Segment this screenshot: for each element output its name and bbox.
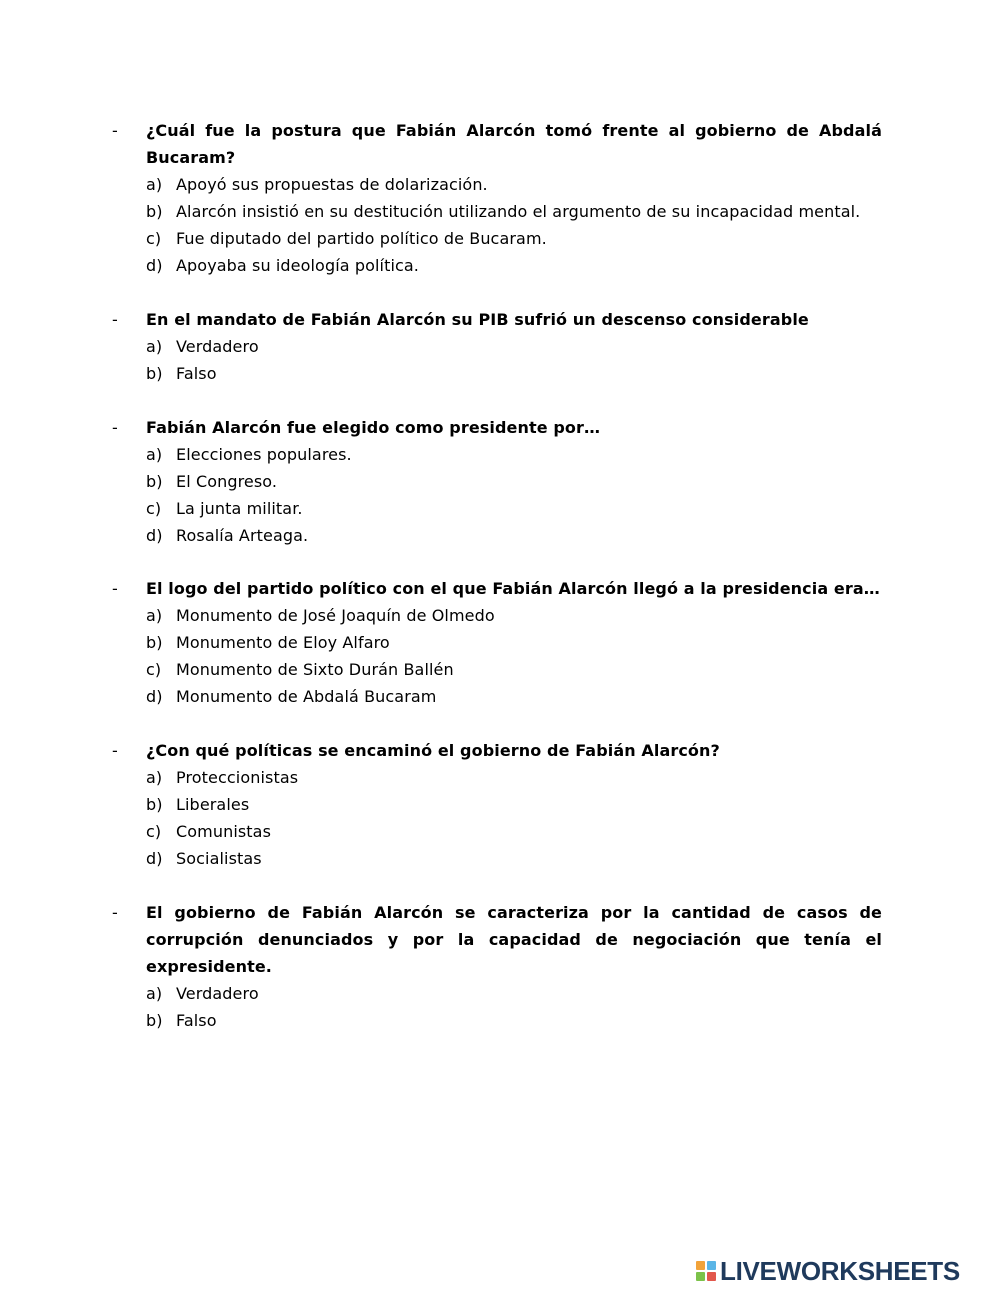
- option-text: Monumento de José Joaquín de Olmedo: [176, 606, 495, 625]
- question-1-text: ¿Cuál fue la postura que Fabián Alarcón tomó frente al gobierno de Abdalá Bucaram?: [146, 121, 882, 167]
- option-4a[interactable]: [146, 602, 882, 629]
- question-bullet: -: [112, 310, 118, 329]
- option-3b[interactable]: [146, 468, 882, 495]
- option-1b[interactable]: [146, 198, 882, 225]
- option-letter: a): [146, 337, 163, 356]
- question-2-prompt: [112, 306, 882, 333]
- option-letter: d): [146, 256, 163, 275]
- option-letter: b): [146, 795, 163, 814]
- question-bullet: -: [112, 418, 118, 437]
- question-bullet: -: [112, 121, 118, 140]
- option-text: Elecciones populares.: [176, 445, 352, 464]
- logo-tile-icon: [707, 1261, 716, 1270]
- option-text: La junta militar.: [176, 499, 303, 518]
- option-1a[interactable]: [146, 171, 882, 198]
- option-6a[interactable]: [146, 980, 882, 1007]
- question-bullet: -: [112, 741, 118, 760]
- option-text: Socialistas: [176, 849, 262, 868]
- question-6: [112, 899, 882, 1034]
- question-2: [112, 306, 882, 387]
- question-4-text: El logo del partido político con el que Fabián Alarcón llegó a la presidencia era…: [146, 579, 880, 598]
- logo-tile-icon: [696, 1272, 705, 1281]
- question-3-text: Fabián Alarcón fue elegido como presidente por…: [146, 418, 601, 437]
- question-4-prompt: [112, 575, 882, 602]
- option-1d[interactable]: [146, 252, 882, 279]
- option-letter: d): [146, 849, 163, 868]
- option-text: Fue diputado del partido político de Bucaram.: [176, 229, 547, 248]
- option-letter: d): [146, 526, 163, 545]
- option-text: Falso: [176, 364, 217, 383]
- question-6-options: [112, 980, 882, 1034]
- option-letter: b): [146, 1011, 163, 1030]
- option-3d[interactable]: [146, 522, 882, 549]
- question-1-prompt: [112, 117, 882, 171]
- option-letter: a): [146, 606, 163, 625]
- option-letter: b): [146, 364, 163, 383]
- question-1: [112, 117, 882, 279]
- option-letter: a): [146, 768, 163, 787]
- option-letter: a): [146, 175, 163, 194]
- option-text: Liberales: [176, 795, 250, 814]
- option-text: Monumento de Sixto Durán Ballén: [176, 660, 454, 679]
- option-text: Comunistas: [176, 822, 272, 841]
- option-2b[interactable]: [146, 360, 882, 387]
- logo-tile-icon: [696, 1261, 705, 1270]
- option-4b[interactable]: [146, 629, 882, 656]
- question-3-prompt: [112, 414, 882, 441]
- liveworksheets-logo-icon: [696, 1261, 716, 1281]
- question-3: [112, 414, 882, 549]
- option-letter: b): [146, 472, 163, 491]
- option-2a[interactable]: [146, 333, 882, 360]
- option-text: Verdadero: [176, 337, 259, 356]
- option-5b[interactable]: [146, 791, 882, 818]
- option-5a[interactable]: [146, 764, 882, 791]
- liveworksheets-logo[interactable]: [696, 1256, 960, 1286]
- question-4: [112, 575, 882, 710]
- option-letter: d): [146, 687, 163, 706]
- option-letter: b): [146, 202, 163, 221]
- option-letter: c): [146, 229, 162, 248]
- question-1-options: [112, 171, 882, 279]
- option-letter: c): [146, 822, 162, 841]
- option-text: Rosalía Arteaga.: [176, 526, 309, 545]
- option-text: Monumento de Abdalá Bucaram: [176, 687, 437, 706]
- option-letter: c): [146, 499, 162, 518]
- option-letter: a): [146, 984, 163, 1003]
- option-text: Apoyó sus propuestas de dolarización.: [176, 175, 488, 194]
- option-text: Verdadero: [176, 984, 259, 1003]
- question-3-options: [112, 441, 882, 549]
- option-5d[interactable]: [146, 845, 882, 872]
- option-3c[interactable]: [146, 495, 882, 522]
- liveworksheets-logo-text: LIVEWORKSHEETS: [720, 1256, 960, 1286]
- option-text: Falso: [176, 1011, 217, 1030]
- option-4c[interactable]: [146, 656, 882, 683]
- question-4-options: [112, 602, 882, 710]
- option-letter: a): [146, 445, 163, 464]
- option-text: Monumento de Eloy Alfaro: [176, 633, 390, 652]
- question-5-prompt: [112, 737, 882, 764]
- question-5-options: [112, 764, 882, 872]
- option-text: Apoyaba su ideología política.: [176, 256, 419, 275]
- option-1c[interactable]: [146, 225, 882, 252]
- option-text: El Congreso.: [176, 472, 278, 491]
- option-text: Proteccionistas: [176, 768, 299, 787]
- option-6b[interactable]: [146, 1007, 882, 1034]
- question-5-text: ¿Con qué políticas se encaminó el gobierno de Fabián Alarcón?: [146, 741, 720, 760]
- option-5c[interactable]: [146, 818, 882, 845]
- question-bullet: -: [112, 579, 118, 598]
- question-2-text: En el mandato de Fabián Alarcón su PIB sufrió un descenso considerable: [146, 310, 809, 329]
- question-6-prompt: [112, 899, 882, 980]
- question-bullet: -: [112, 903, 118, 922]
- option-letter: c): [146, 660, 162, 679]
- option-4d[interactable]: [146, 683, 882, 710]
- question-6-text: El gobierno de Fabián Alarcón se caracteriza por la cantidad de casos de corrupción denunciados y por la capacidad de negociación que tenía el expresidente.: [146, 903, 882, 976]
- logo-tile-icon: [707, 1272, 716, 1281]
- option-text: Alarcón insistió en su destitución utilizando el argumento de su incapacidad mental.: [176, 202, 861, 221]
- question-2-options: [112, 333, 882, 387]
- option-letter: b): [146, 633, 163, 652]
- question-5: [112, 737, 882, 872]
- option-3a[interactable]: [146, 441, 882, 468]
